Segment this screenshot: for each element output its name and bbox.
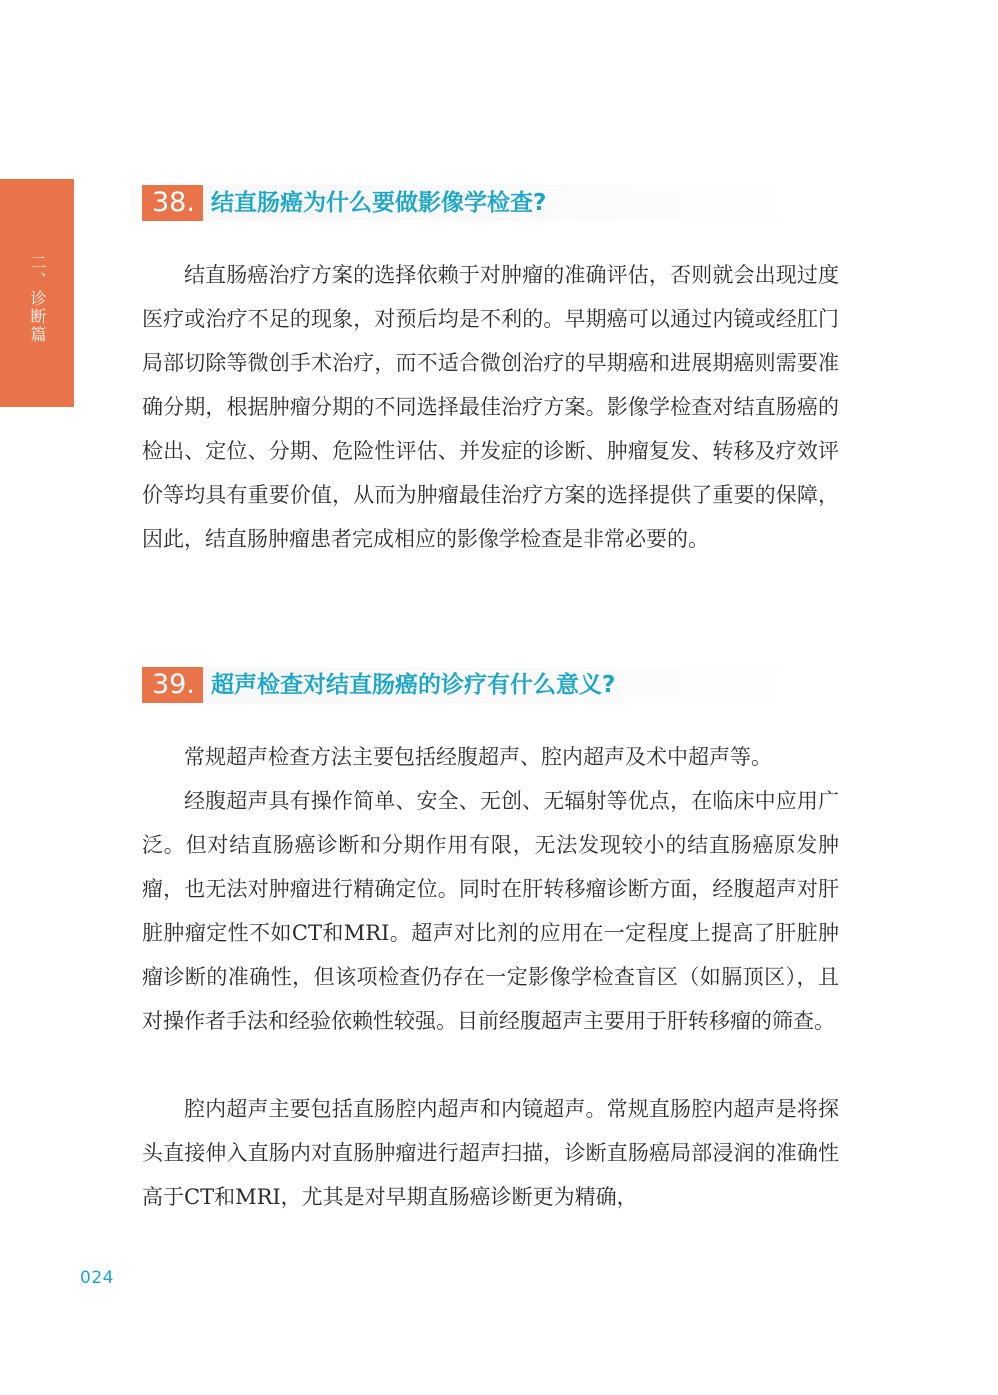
chapter-side-tab xyxy=(0,179,74,407)
section-38-paragraph-1: 结直肠癌治疗方案的选择依赖于对肿瘤的准确评估，否则就会出现过度医疗或治疗不足的现象，对预后均是不利的。早期癌可以通过内镜或经肛门局部切除等微创手术治疗，而不适合微创治疗的早期癌和进展期癌则需要准确分期，根据肿瘤分期的不同选择最佳治疗方案。影像学检查对结直肠癌的检出、定位、分期、危险性评估、并发症的诊断、肿瘤复发、转移及疗效评价等均具有重要价值，从而为肿瘤最佳治疗方案的选择提供了重要的保障，因此，结直肠肿瘤患者完成相应的影像学检查是非常必要的。 xyxy=(142,263,839,551)
section-title-38: 结直肠癌为什么要做影像学检查? xyxy=(210,190,547,216)
section-heading-39 xyxy=(142,667,802,703)
section-number-38: 38. xyxy=(142,185,203,221)
section-39-paragraph-3: 腔内超声主要包括直肠腔内超声和内镜超声。常规直肠腔内超声是将探头直接伸入直肠内对直肠肿瘤进行超声扫描，诊断直肠癌局部浸润的准确性高于CT和MRI，尤其是对早期直肠癌诊断更为精确， xyxy=(142,1097,839,1209)
section-39-paragraph-1: 常规超声检查方法主要包括经腹超声、腔内超声及术中超声等。 xyxy=(184,745,772,769)
section-title-39: 超声检查对结直肠癌的诊疗有什么意义? xyxy=(210,672,616,698)
section-39-paragraph-2: 经腹超声具有操作简单、安全、无创、无辐射等优点，在临床中应用广泛。但对结直肠癌诊断和分期作用有限，无法发现较小的结直肠癌原发肿瘤，也无法对肿瘤进行精确定位。同时在肝转移瘤诊断方面，经腹超声对肝脏肿瘤定性不如CT和MRI。超声对比剂的应用在一定程度上提高了肝脏肿瘤诊断的准确性，但该项检查仍存在一定影像学检查盲区（如膈顶区），且对操作者手法和经验依赖性较强。目前经腹超声主要用于肝转移瘤的筛查。 xyxy=(142,789,839,1033)
section-number-39: 39. xyxy=(142,667,203,703)
section-heading-38 xyxy=(142,185,802,221)
chapter-side-tab-label: 二、诊断篇 xyxy=(28,254,47,344)
page-number: 024 xyxy=(80,1268,114,1288)
